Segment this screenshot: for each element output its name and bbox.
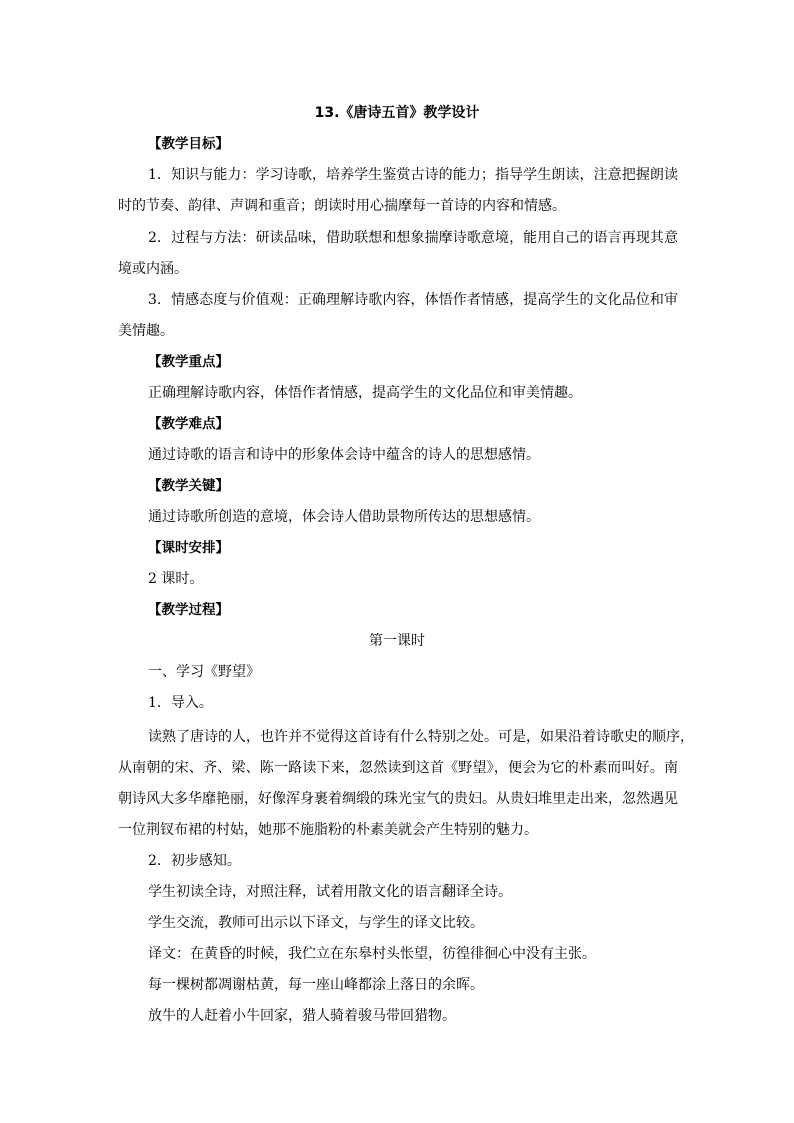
focus-text: 正确理解诗歌内容，体悟作者情感，提高学生的文化品位和审美情趣。 [148, 385, 582, 401]
objective-2-line-1: 2．过程与方法：研读品味，借助联想和想象揣摩诗歌意境，能用自己的语言再现其意 [148, 230, 678, 246]
intro-line-1: 读熟了唐诗的人，也许并不觉得这首诗有什么特别之处。可是，如果沿着诗歌史的顺序， [148, 729, 694, 745]
perceive-2: 学生交流，教师可出示以下译文，与学生的译文比较。 [148, 915, 484, 931]
focus-heading: 【教学重点】 [148, 354, 229, 370]
objective-1-line-2: 时的节奏、韵律、声调和重音；朗读时用心揣摩每一首诗的内容和情感。 [118, 198, 566, 214]
step-2: 2．初步感知。 [148, 853, 241, 869]
objective-3-line-2: 美情趣。 [118, 323, 174, 339]
part-1-title: 一、学习《野望》 [148, 664, 260, 680]
objective-2-line-2: 境或内涵。 [118, 261, 188, 277]
key-text: 通过诗歌所创造的意境，体会诗人借助景物所传达的思想感情。 [148, 509, 540, 525]
translation-3: 放牛的人赶着小牛回家，猎人骑着骏马带回猎物。 [148, 1008, 456, 1024]
process-heading: 【教学过程】 [148, 602, 229, 618]
difficulty-heading: 【教学难点】 [148, 416, 229, 432]
schedule-heading: 【课时安排】 [148, 540, 229, 556]
step-1: 1．导入。 [148, 695, 213, 711]
perceive-1: 学生初读全诗，对照注释，试着用散文化的语言翻译全诗。 [148, 884, 512, 900]
translation-2: 每一棵树都凋谢枯黄，每一座山峰都涂上落日的余晖。 [148, 977, 484, 993]
intro-line-2: 从南朝的宋、齐、梁、陈一路读下来，忽然读到这首《野望》，便会为它的朴素而叫好。南 [118, 760, 678, 776]
objective-3-line-1: 3．情感态度与价值观：正确理解诗歌内容，体悟作者情感，提高学生的文化品位和审 [148, 292, 678, 308]
lesson-1-title: 第一课时 [369, 633, 425, 649]
objective-1-line-1: 1．知识与能力：学习诗歌，培养学生鉴赏古诗的能力；指导学生朗读，注意把握朗读 [148, 167, 678, 183]
key-heading: 【教学关键】 [148, 478, 229, 494]
schedule-text: 2 课时。 [148, 571, 204, 587]
intro-line-3: 朝诗风大多华靡艳丽，好像浑身裹着绸缎的珠光宝气的贵妇。从贵妇堆里走出来，忽然遇见 [118, 791, 678, 807]
document-title: 13.《唐诗五首》教学设计 [314, 105, 480, 121]
translation-1: 译文：在黄昏的时候，我伫立在东皋村头怅望，彷徨徘徊心中没有主张。 [148, 946, 596, 962]
objectives-heading: 【教学目标】 [148, 136, 229, 152]
difficulty-text: 通过诗歌的语言和诗中的形象体会诗中蕴含的诗人的思想感情。 [148, 447, 540, 463]
intro-line-4: 一位荆钗布裙的村姑，她那不施脂粉的朴素美就会产生特别的魅力。 [118, 822, 538, 838]
